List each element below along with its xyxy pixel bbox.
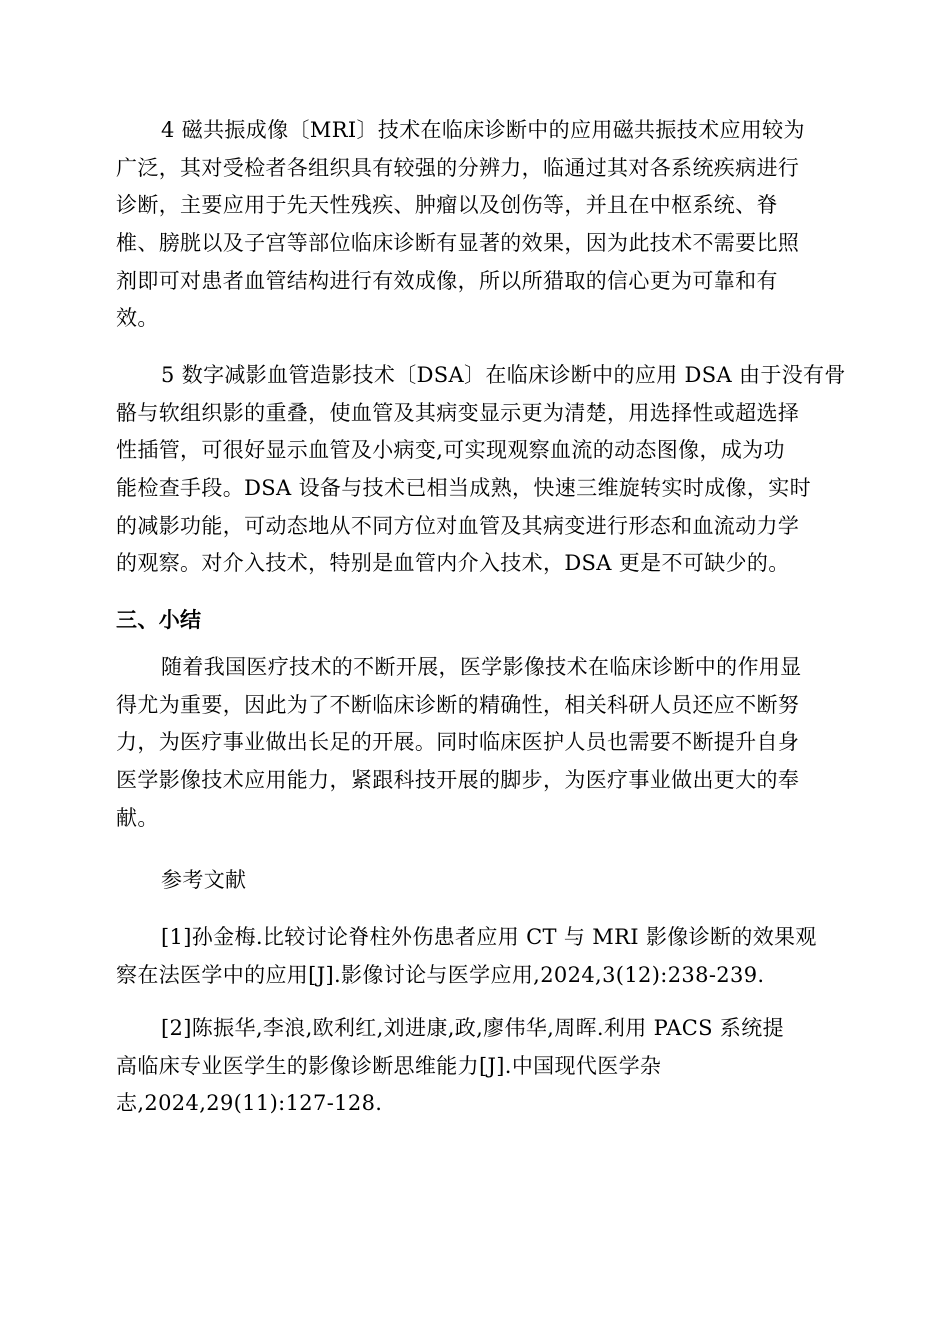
reference-2 (116, 1010, 836, 1123)
text-line: 能检查手段。DSA 设备与技术已相当成熟，快速三维旋转实时成像，实时 (116, 476, 811, 501)
section-heading (116, 602, 836, 640)
references-heading: 参考文献 (161, 868, 247, 892)
text-line: [1]孙金梅.比较讨论脊柱外伤患者应用 CT 与 MRI 影像诊断的效果观 (161, 925, 817, 949)
text-line: 得尤为重要，因此为了不断临床诊断的精确性，相关科研人员还应不断努 (116, 692, 800, 717)
text-line: 剂即可对患者血管结构进行有效成像，所以所猎取的信心更为可靠和有 (116, 268, 778, 293)
text-line: [2]陈振华,李浪,欧利红,刘进康,政,廖伟华,周晖.利用 PACS 系统提 (161, 1016, 784, 1040)
text-line: 高临床专业医学生的影像诊断思维能力[J].中国现代医学杂 (116, 1053, 662, 1078)
text-line: 4 磁共振成像〔MRI〕技术在临床诊断中的应用磁共振技术应用较为 (161, 118, 805, 142)
text-line: 椎、膀胱以及子宫等部位临床诊断有显著的效果，因为此技术不需要比照 (116, 231, 800, 256)
paragraph-dsa (116, 357, 846, 583)
references-title (116, 862, 836, 900)
paragraph-summary (116, 649, 836, 837)
text-line: 性插管，可很好显示血管及小病变,可实现观察血流的动态图像，成为功 (116, 438, 785, 463)
reference-1 (116, 919, 836, 994)
text-line: 察在法医学中的应用[J].影像讨论与医学应用,2024,3(12):238-239. (116, 962, 765, 987)
text-line: 的减影功能，可动态地从不同方位对血管及其病变进行形态和血流动力学 (116, 513, 800, 538)
text-line: 医学影像技术应用能力，紧跟科技开展的脚步，为医疗事业做出更大的奉 (116, 768, 800, 793)
text-line: 5 数字减影血管造影技术〔DSA〕在临床诊断中的应用 DSA 由于没有骨 (161, 363, 846, 387)
text-line: 随着我国医疗技术的不断开展，医学影像技术在临床诊断中的作用显 (161, 655, 802, 679)
heading-text: 三、小结 (116, 608, 202, 632)
text-line: 骼与软组织影的重叠，使血管及其病变显示更为清楚，用选择性或超选择 (116, 400, 800, 425)
text-line: 的观察。对介入技术，特别是血管内介入技术，DSA 更是不可缺少的。 (116, 551, 790, 576)
text-line: 诊断，主要应用于先天性残疾、肿瘤以及创伤等，并且在中枢系统、脊 (116, 193, 778, 218)
text-line: 志,2024,29(11):127-128. (116, 1091, 383, 1116)
text-line: 效。 (116, 306, 159, 331)
text-line: 力，为医疗事业做出长足的开展。同时临床医护人员也需要不断提升自身 (116, 730, 800, 755)
text-line: 献。 (116, 805, 159, 830)
paragraph-mri (116, 112, 836, 338)
text-line: 广泛，其对受检者各组织具有较强的分辨力，临通过其对各系统疾病进行 (116, 155, 800, 180)
